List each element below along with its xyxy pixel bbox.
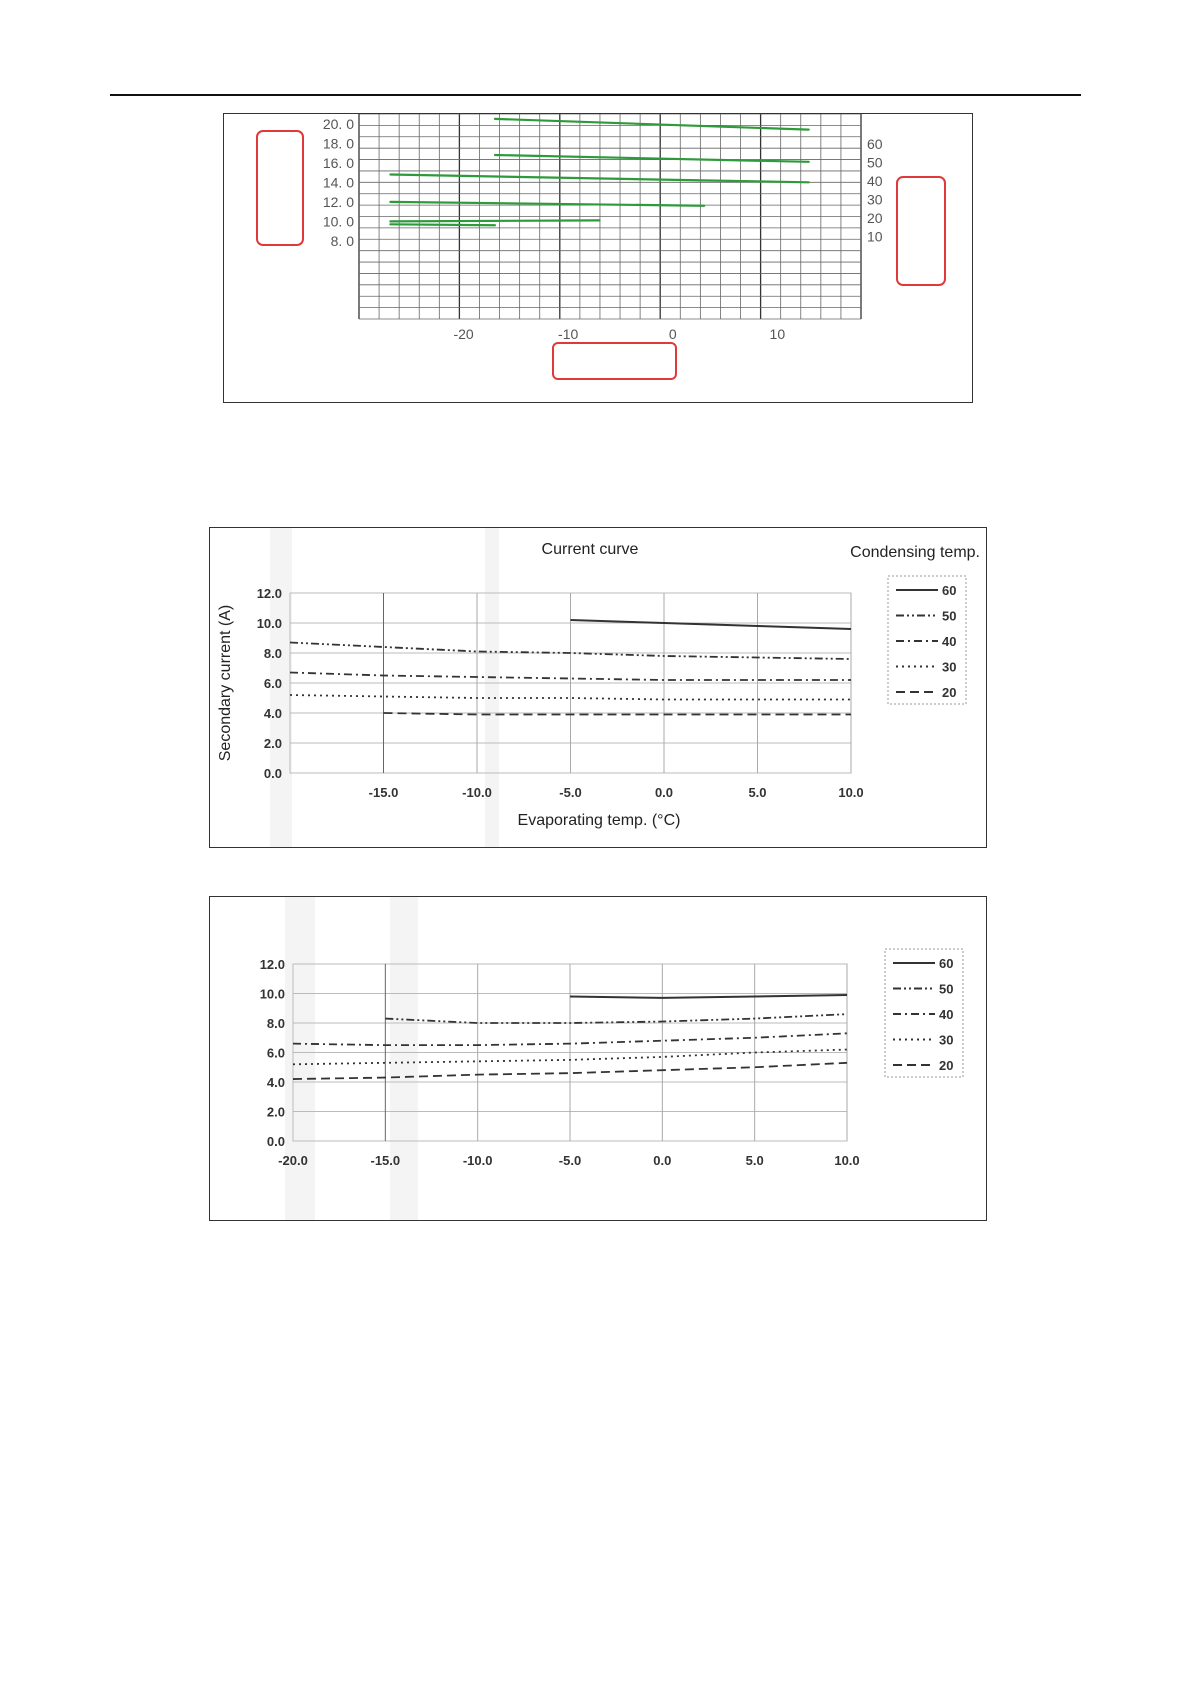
series-line-60 [570,995,847,998]
y-tick-label-left: 8. 0 [330,232,354,249]
y-tick-label-right: 10 [867,228,883,245]
series-line-60 [571,620,852,629]
current-curve-2-chart [210,897,986,1220]
legend-label: 40 [939,1007,954,1022]
x-tick-label: -20 [453,326,474,342]
y-tick-label: 8.0 [263,646,282,661]
current-curve-chart [210,528,986,847]
x-tick-label: 10.0 [834,1153,860,1168]
y-tick-label-left: 10. 0 [322,213,354,230]
sketch-chart-panel [223,113,973,403]
legend-label: 40 [942,634,957,649]
x-axis-label: Evaporating temp. (°C) [517,812,681,829]
legend-label: 30 [942,659,957,675]
y-tick-label-left: 16. 0 [322,154,354,171]
current-curve-2-panel [209,896,987,1221]
y-tick-label: 12.0 [259,957,285,972]
legend-label: 30 [939,1032,954,1048]
legend-label: 50 [942,608,957,624]
series-line-60 [495,119,809,130]
chart-title: Current curve [541,541,639,558]
x-tick-label: -5.0 [558,1153,582,1168]
y-axis-label-box [257,131,303,245]
y-tick-label: 2.0 [266,1104,285,1120]
x-tick-label: 10 [769,326,786,342]
x-tick-label: 5.0 [748,785,767,800]
y-tick-label-left: 12. 0 [322,193,354,210]
legend-label: 50 [939,981,954,997]
x-tick-label: -10.0 [462,1153,493,1168]
series-line-40 [390,175,808,183]
y-tick-label-right: 20 [867,210,883,226]
y-tick-label-right: 40 [867,173,883,189]
y-tick-label: 12.0 [256,586,282,601]
y-tick-label: 4.0 [266,1075,285,1090]
y-tick-label: 6.0 [266,1045,285,1061]
x-tick-label: 0.0 [654,785,674,800]
y-tick-label-left: 14. 0 [322,174,354,191]
header-rule [110,94,1081,96]
x-tick-label: 0 [668,326,677,342]
y-tick-label: 0.0 [266,1134,285,1149]
x-tick-label: -10 [558,326,579,342]
y-tick-label: 2.0 [263,736,282,751]
series-line-10 [390,224,495,225]
series-line-50 [495,155,809,162]
x-tick-label: -10.0 [462,785,492,800]
y-tick-label: 4.0 [263,706,282,721]
x-tick-label: -5.0 [559,785,582,800]
y-tick-label: 10.0 [256,616,282,631]
y-tick-label-left: 18. 0 [322,135,354,152]
series-line-50 [385,1014,847,1023]
legend-label: 20 [939,1058,954,1073]
x-axis-label-box [553,343,676,379]
y-tick-label: 10.0 [259,986,285,1002]
legend-label: 60 [939,956,954,971]
x-tick-label: 5.0 [745,1153,764,1168]
y-tick-label-right: 60 [867,136,883,152]
secondary-axis-label-box [897,177,945,285]
y-tick-label: 8.0 [266,1016,285,1031]
y-tick-label-right: 30 [867,191,883,208]
x-tick-label: 10.0 [838,785,864,800]
x-tick-label: -20.0 [278,1153,308,1168]
y-tick-label-right: 50 [867,154,883,171]
x-tick-label: 0.0 [653,1153,672,1168]
legend-label: 60 [942,583,957,598]
current-curve-panel [209,527,987,848]
y-axis-label: Secondary current (A) [217,604,234,762]
y-tick-label: 6.0 [263,676,282,691]
series-line-20 [390,220,599,221]
x-tick-label: -15.0 [370,1153,401,1168]
y-tick-label-left: 20. 0 [322,115,354,132]
legend-label: 20 [942,685,957,700]
sketch-chart [224,114,972,402]
y-tick-label: 0.0 [263,766,282,781]
legend-title: Condensing temp. [850,544,980,561]
x-tick-label: -15.0 [368,785,399,800]
